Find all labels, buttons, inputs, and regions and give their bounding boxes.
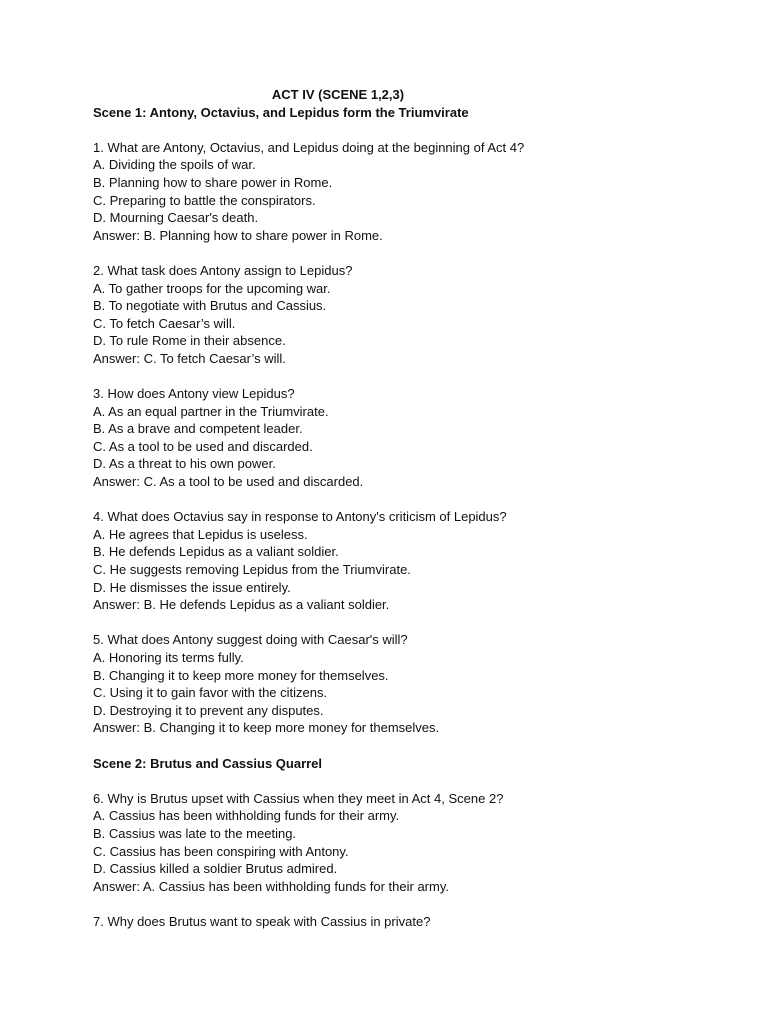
spacer: [93, 772, 713, 790]
question-block-6: [93, 790, 713, 896]
option-a: A. As an equal partner in the Triumvirate.: [93, 403, 329, 419]
option-d: D. He dismisses the issue entirely.: [93, 579, 291, 595]
question-text: 1. What are Antony, Octavius, and Lepidus doing at the beginning of Act 4?: [93, 139, 525, 155]
option-c: C. Preparing to battle the conspirators.: [93, 192, 316, 208]
option-c: C. As a tool to be used and discarded.: [93, 438, 313, 454]
option-a: A. Dividing the spoils of war.: [93, 157, 256, 173]
option-b: B. As a brave and competent leader.: [93, 421, 303, 437]
option-c: C. Using it to gain favor with the citizens.: [93, 685, 328, 701]
option-d: D. As a threat to his own power.: [93, 456, 276, 472]
option-a: A. Cassius has been withholding funds for their army.: [93, 808, 400, 824]
answer-text: Answer: C. To fetch Caesar’s will.: [93, 350, 286, 366]
answer-text: Answer: B. Changing it to keep more money for themselves.: [93, 720, 440, 736]
spacer: [93, 491, 713, 509]
question-block-1: [93, 139, 713, 245]
question-block-5: [93, 631, 713, 737]
option-a: A. To gather troops for the upcoming war.: [93, 280, 331, 296]
spacer: [93, 895, 713, 913]
option-b: B. Cassius was late to the meeting.: [93, 825, 297, 841]
answer-text: Answer: A. Cassius has been withholding funds for their army.: [93, 878, 449, 894]
option-c: C. He suggests removing Lepidus from the Triumvirate.: [93, 562, 411, 578]
option-d: D. To rule Rome in their absence.: [93, 333, 286, 349]
scene-2-heading: Scene 2: Brutus and Cassius Quarrel: [93, 755, 323, 771]
spacer: [93, 368, 713, 386]
answer-text: Answer: B. Planning how to share power in Rome.: [93, 227, 383, 243]
scene-1-heading: Scene 1: Antony, Octavius, and Lepidus form the Triumvirate: [93, 104, 469, 120]
option-d: D. Destroying it to prevent any disputes.: [93, 702, 324, 718]
question-block-4: [93, 508, 713, 614]
option-a: A. He agrees that Lepidus is useless.: [93, 526, 308, 542]
option-b: B. Changing it to keep more money for themselves.: [93, 667, 389, 683]
question-block-7: [93, 913, 713, 931]
answer-text: Answer: B. He defends Lepidus as a valiant soldier.: [93, 597, 390, 613]
question-text: 2. What task does Antony assign to Lepidus?: [93, 262, 353, 278]
option-d: D. Mourning Caesar's death.: [93, 210, 259, 226]
answer-text: Answer: C. As a tool to be used and discarded.: [93, 474, 364, 490]
spacer: [93, 737, 713, 755]
option-b: B. Planning how to share power in Rome.: [93, 174, 333, 190]
spacer: [93, 614, 713, 632]
question-text: 4. What does Octavius say in response to Antony's criticism of Lepidus?: [93, 509, 507, 525]
question-text: 7. Why does Brutus want to speak with Cassius in private?: [93, 913, 431, 929]
document-page: [93, 86, 713, 931]
spacer: [93, 121, 713, 139]
option-c: C. To fetch Caesar’s will.: [93, 315, 236, 331]
question-text: 5. What does Antony suggest doing with Caesar's will?: [93, 632, 408, 648]
document-title: ACT IV (SCENE 1,2,3): [271, 87, 405, 102]
spacer: [93, 244, 713, 262]
option-b: B. To negotiate with Brutus and Cassius.: [93, 298, 327, 314]
option-a: A. Honoring its terms fully.: [93, 650, 244, 665]
question-text: 3. How does Antony view Lepidus?: [93, 386, 295, 402]
option-d: D. Cassius killed a soldier Brutus admired.: [93, 861, 338, 877]
question-text: 6. Why is Brutus upset with Cassius when they meet in Act 4, Scene 2?: [93, 790, 504, 806]
question-block-2: [93, 262, 713, 368]
question-block-3: [93, 385, 713, 491]
option-c: C. Cassius has been conspiring with Antony.: [93, 843, 349, 859]
option-b: B. He defends Lepidus as a valiant soldier.: [93, 544, 339, 560]
